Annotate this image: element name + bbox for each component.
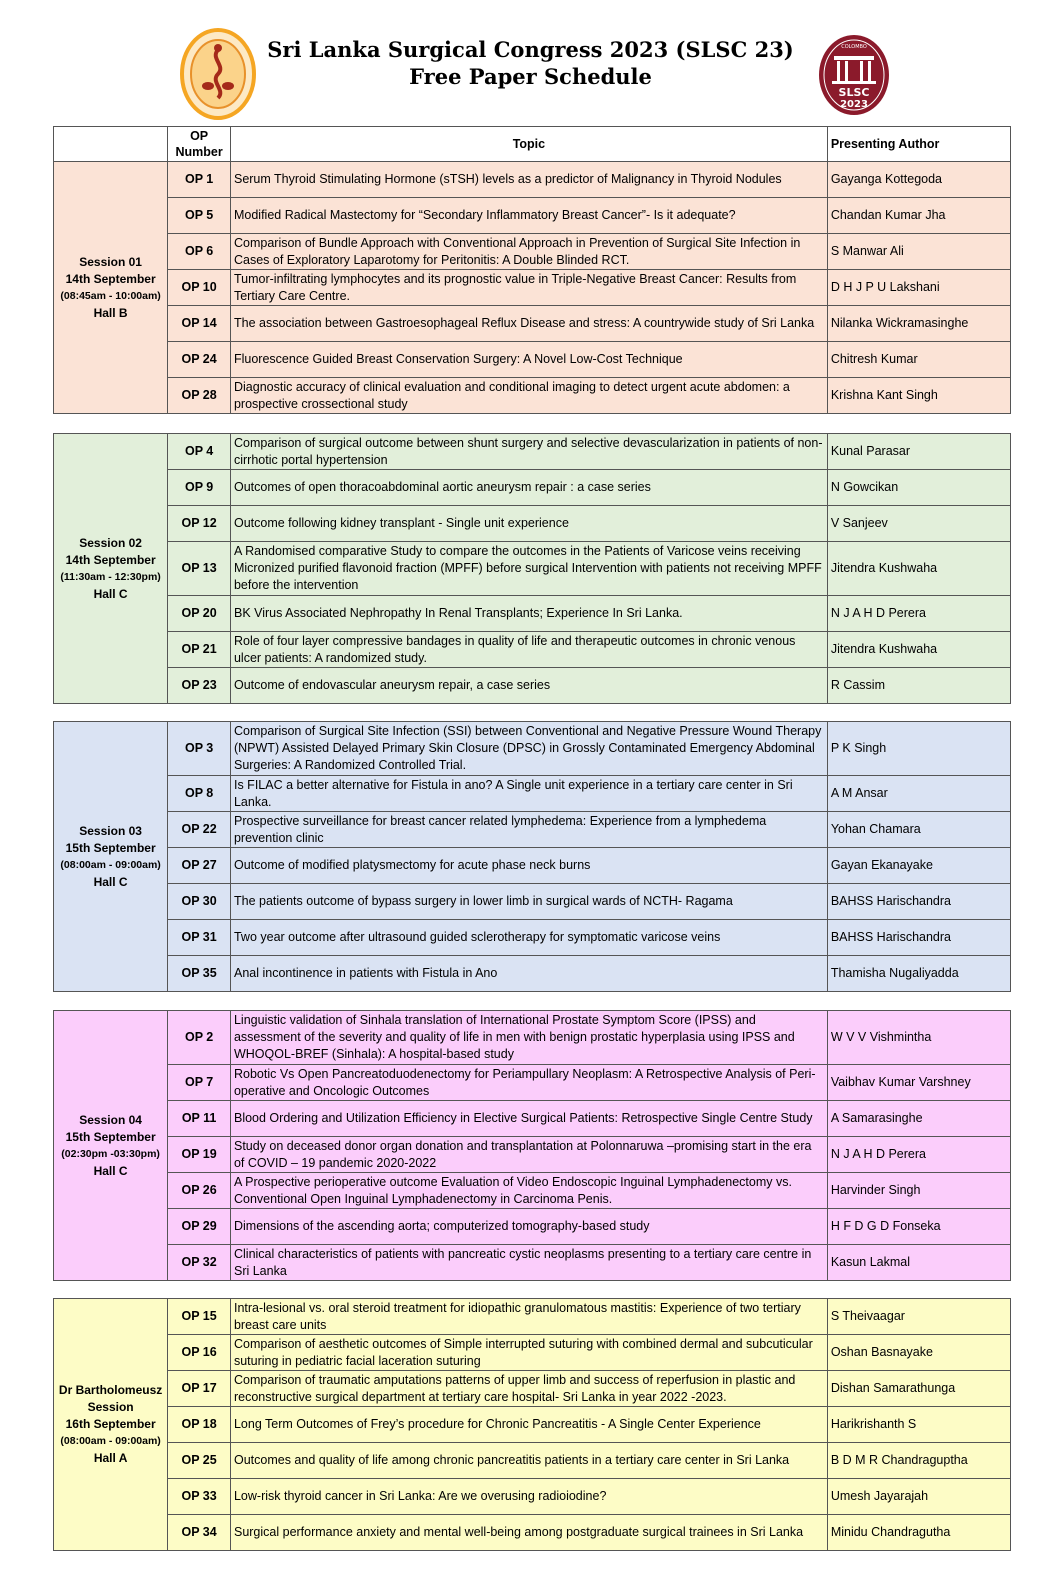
schedule-row	[54, 812, 1011, 848]
topic-cell: Outcomes and quality of life among chronic pancreatitis patients in a tertiary care center in Sri Lanka	[230, 1443, 827, 1479]
session-hall: Hall C	[93, 874, 128, 889]
op-number-cell: OP 19	[168, 1137, 231, 1173]
schedule-row	[54, 668, 1011, 704]
author-cell: Nilanka Wickramasinghe	[827, 306, 1010, 342]
topic-cell: Prospective surveillance for breast cancer related lymphedema: Experience from a lymphedema prevention clinic	[230, 812, 827, 848]
schedule-row	[54, 722, 1011, 776]
op-number-cell: OP 12	[168, 506, 231, 542]
topic-cell: Comparison of aesthetic outcomes of Simple interrupted suturing with combined dermal and subcuticular suturing in pediatric facial laceration suturing	[230, 1335, 827, 1371]
author-cell: Krishna Kant Singh	[827, 378, 1010, 414]
schedule-row	[54, 1101, 1011, 1137]
schedule-row	[54, 1209, 1011, 1245]
author-cell: D H J P U Lakshani	[827, 270, 1010, 306]
author-cell: Oshan Basnayake	[827, 1335, 1010, 1371]
author-cell: W V V Vishmintha	[827, 1011, 1010, 1065]
author-cell: Thamisha Nugaliyadda	[827, 956, 1010, 992]
topic-cell: Outcome of modified platysmectomy for acute phase neck burns	[230, 848, 827, 884]
op-number-cell: OP 32	[168, 1245, 231, 1281]
op-number-cell: OP 16	[168, 1335, 231, 1371]
topic-cell: Comparison of surgical outcome between shunt surgery and selective devascularization in patients of non-cirrhotic portal hypertension	[230, 434, 827, 470]
schedule-row	[54, 1479, 1011, 1515]
topic-cell: Two year outcome after ultrasound guided sclerotherapy for symptomatic varicose veins	[230, 920, 827, 956]
op-number-cell: OP 35	[168, 956, 231, 992]
op-number-cell: OP 1	[168, 162, 231, 198]
schedule-row	[54, 542, 1011, 596]
schedule-row	[54, 1335, 1011, 1371]
session-info-cell	[54, 722, 168, 992]
op-number-cell: OP 18	[168, 1407, 231, 1443]
author-cell: BAHSS Harischandra	[827, 920, 1010, 956]
op-number-cell: OP 8	[168, 776, 231, 812]
session-info-cell	[54, 1011, 168, 1281]
author-cell: Kasun Lakmal	[827, 1245, 1010, 1281]
op-number-cell: OP 15	[168, 1299, 231, 1335]
op-number-cell: OP 22	[168, 812, 231, 848]
session-date: 15th September	[65, 840, 156, 855]
schedule-row	[54, 884, 1011, 920]
op-number-cell: OP 6	[168, 234, 231, 270]
op-number-cell: OP 24	[168, 342, 231, 378]
page-title: Sri Lanka Surgical Congress 2023 (SLSC 23)	[267, 37, 794, 62]
author-cell: P K Singh	[827, 722, 1010, 776]
author-cell: A Samarasinghe	[827, 1101, 1010, 1137]
session-name: Session 03	[79, 823, 142, 838]
topic-cell: Outcome of endovascular aneurysm repair, a case series	[230, 668, 827, 704]
op-number-cell: OP 30	[168, 884, 231, 920]
table-header-row	[54, 127, 1011, 162]
op-number-cell: OP 4	[168, 434, 231, 470]
schedule-row	[54, 270, 1011, 306]
author-cell: S Theivaagar	[827, 1299, 1010, 1335]
session-table-2	[53, 433, 1011, 704]
topic-cell: Robotic Vs Open Pancreatoduodenectomy for Periampullary Neoplasm: A Retrospective Analysis of Peri-operative and Oncologic Outcomes	[230, 1065, 827, 1101]
session-hall: Hall A	[93, 1451, 128, 1465]
topic-cell: Role of four layer compressive bandages in quality of life and therapeutic outcomes in chronic venous ulcer patients: A randomized study.	[230, 632, 827, 668]
session-name-line1: Dr Bartholomeusz	[58, 1383, 163, 1397]
author-cell: V Sanjeev	[827, 506, 1010, 542]
topic-cell: Comparison of traumatic amputations patterns of upper limb and success of reperfusion in plastic and reconstructive surgical department at tertiary care hospital- Sri Lanka in year 2022 -2023.	[230, 1371, 827, 1407]
page-subtitle: Free Paper Schedule	[409, 64, 652, 89]
schedule-row	[54, 162, 1011, 198]
header-blank-cell	[54, 127, 168, 162]
op-number-cell: OP 28	[168, 378, 231, 414]
op-number-cell: OP 13	[168, 542, 231, 596]
session-table-3	[53, 721, 1011, 992]
op-number-cell: OP 9	[168, 470, 231, 506]
topic-cell: Comparison of Bundle Approach with Conventional Approach in Prevention of Surgical Site Infection in Cases of Exploratory Laparotomy for Peritonitis: A Double Blinded RCT.	[230, 234, 827, 270]
schedule-row	[54, 1407, 1011, 1443]
topic-cell: Modified Radical Mastectomy for “Secondary Inflammatory Breast Cancer”- Is it adequate?	[230, 198, 827, 234]
schedule-row	[54, 342, 1011, 378]
session-table-1	[53, 126, 1011, 414]
author-cell: B D M R Chandraguptha	[827, 1443, 1010, 1479]
op-number-cell: OP 27	[168, 848, 231, 884]
session-date: 14th September	[65, 271, 156, 286]
schedule-row	[54, 198, 1011, 234]
slsc-2023-logo	[818, 34, 890, 116]
author-cell: Harvinder Singh	[827, 1173, 1010, 1209]
author-cell: Jitendra Kushwaha	[827, 632, 1010, 668]
session-info-cell	[54, 434, 168, 704]
header-author: Presenting Author	[827, 127, 1010, 162]
schedule-row	[54, 1065, 1011, 1101]
op-number-cell: OP 17	[168, 1371, 231, 1407]
topic-cell: BK Virus Associated Nephropathy In Renal Transplants; Experience In Sri Lanka.	[230, 596, 827, 632]
topic-cell: Diagnostic accuracy of clinical evaluation and conditional imaging to detect urgent acute abdomen: a prospective crossectional study	[230, 378, 827, 414]
author-cell: R Cassim	[827, 668, 1010, 704]
op-number-cell: OP 34	[168, 1515, 231, 1551]
author-cell: S Manwar Ali	[827, 234, 1010, 270]
schedule-row	[54, 506, 1011, 542]
schedule-row	[54, 632, 1011, 668]
op-number-cell: OP 3	[168, 722, 231, 776]
schedule-row	[54, 1173, 1011, 1209]
topic-cell: Comparison of Surgical Site Infection (SSI) between Conventional and Negative Pressure Wound Therapy (NPWT) Assisted Delayed Primary Skin Closure (DPSC) in Grossly Contaminated Emergency Abdominal Surgeries: A Randomized Controlled Trial.	[230, 722, 827, 776]
session-name: Session 04	[79, 1112, 142, 1127]
schedule-row	[54, 848, 1011, 884]
author-cell: Gayan Ekanayake	[827, 848, 1010, 884]
topic-cell: Low-risk thyroid cancer in Sri Lanka: Are we overusing radioiodine?	[230, 1479, 827, 1515]
author-cell: Kunal Parasar	[827, 434, 1010, 470]
schedule-row	[54, 1299, 1011, 1335]
schedule-row	[54, 1371, 1011, 1407]
session-name: Session 02	[79, 535, 142, 550]
header-topic: Topic	[230, 127, 827, 162]
session-time: (08:00am - 09:00am)	[60, 1435, 161, 1447]
topic-cell: Fluorescence Guided Breast Conservation Surgery: A Novel Low-Cost Technique	[230, 342, 827, 378]
session-hall: Hall C	[93, 1163, 128, 1178]
author-cell: BAHSS Harischandra	[827, 884, 1010, 920]
author-cell: Dishan Samarathunga	[827, 1371, 1010, 1407]
session-table-5	[53, 1298, 1011, 1551]
author-cell: A M Ansar	[827, 776, 1010, 812]
op-number-cell: OP 25	[168, 1443, 231, 1479]
logo-city-text: COLOMBO	[841, 44, 867, 50]
schedule-row	[54, 1137, 1011, 1173]
schedule-row	[54, 234, 1011, 270]
session-hall: Hall B	[93, 305, 128, 320]
op-number-cell: OP 21	[168, 632, 231, 668]
schedule-row	[54, 596, 1011, 632]
topic-cell: Intra-lesional vs. oral steroid treatment for idiopathic granulomatous mastitis: Experience of two tertiary breast care units	[230, 1299, 827, 1335]
session-info-cell	[54, 1299, 168, 1551]
op-number-cell: OP 10	[168, 270, 231, 306]
author-cell: H F D G D Fonseka	[827, 1209, 1010, 1245]
author-cell: Minidu Chandragutha	[827, 1515, 1010, 1551]
topic-cell: Outcome following kidney transplant - Single unit experience	[230, 506, 827, 542]
topic-cell: Tumor-infiltrating lymphocytes and its prognostic value in Triple-Negative Breast Cancer: Results from Tertiary Care Centre.	[230, 270, 827, 306]
author-cell: Chitresh Kumar	[827, 342, 1010, 378]
topic-cell: Clinical characteristics of patients with pancreatic cystic neoplasms presenting to a tertiary care centre in Sri Lanka	[230, 1245, 827, 1281]
session-name: Session	[87, 1400, 134, 1414]
schedule-row	[54, 1515, 1011, 1551]
schedule-row	[54, 434, 1011, 470]
author-cell: N J A H D Perera	[827, 596, 1010, 632]
page-header	[0, 0, 1061, 125]
topic-cell: Is FILAC a better alternative for Fistula in ano? A Single unit experience in a tertiary care center in Sri Lanka.	[230, 776, 827, 812]
schedule-row	[54, 1011, 1011, 1065]
author-cell: Chandan Kumar Jha	[827, 198, 1010, 234]
session-time: (02:30pm -03:30pm)	[61, 1147, 160, 1160]
topic-cell: Serum Thyroid Stimulating Hormone (sTSH) levels as a predictor of Malignancy in Thyroid Nodules	[230, 162, 827, 198]
op-number-cell: OP 26	[168, 1173, 231, 1209]
session-date: 15th September	[65, 1129, 156, 1144]
session-time: (08:00am - 09:00am)	[60, 858, 161, 871]
topic-cell: Blood Ordering and Utilization Efficiency in Elective Surgical Patients: Retrospective Single Centre Study	[230, 1101, 827, 1137]
schedule-row	[54, 920, 1011, 956]
schedule-row	[54, 378, 1011, 414]
op-number-cell: OP 23	[168, 668, 231, 704]
schedule-row	[54, 956, 1011, 992]
author-cell: N J A H D Perera	[827, 1137, 1010, 1173]
author-cell: Harikrishanth S	[827, 1407, 1010, 1443]
author-cell: Gayanga Kottegoda	[827, 162, 1010, 198]
session-name: Session 01	[79, 254, 142, 269]
op-number-cell: OP 20	[168, 596, 231, 632]
topic-cell: Outcomes of open thoracoabdominal aortic aneurysm repair : a case series	[230, 470, 827, 506]
op-number-cell: OP 7	[168, 1065, 231, 1101]
op-number-cell: OP 2	[168, 1011, 231, 1065]
session-info-cell	[54, 162, 168, 414]
op-number-cell: OP 29	[168, 1209, 231, 1245]
topic-cell: Long Term Outcomes of Frey’s procedure for Chronic Pancreatitis - A Single Center Experience	[230, 1407, 827, 1443]
op-number-cell: OP 11	[168, 1101, 231, 1137]
author-cell: Vaibhav Kumar Varshney	[827, 1065, 1010, 1101]
op-number-cell: OP 14	[168, 306, 231, 342]
author-cell: Jitendra Kushwaha	[827, 542, 1010, 596]
session-table-4	[53, 1010, 1011, 1281]
logo-text: SLSC	[838, 86, 870, 99]
schedule-row	[54, 306, 1011, 342]
schedule-row	[54, 776, 1011, 812]
topic-cell: A Prospective perioperative outcome Evaluation of Video Endoscopic Inguinal Lymphadenectomy vs. Conventional Open Inguinal Lymphadenectomy in Carcinoma Penis.	[230, 1173, 827, 1209]
author-cell: N Gowcikan	[827, 470, 1010, 506]
topic-cell: Study on deceased donor organ donation and transplantation at Polonnaruwa –promising start in the era of COVID – 19 pandemic 2020-2022	[230, 1137, 827, 1173]
logo-year: 2023	[840, 99, 868, 110]
topic-cell: The patients outcome of bypass surgery in lower limb in surgical wards of NCTH- Ragama	[230, 884, 827, 920]
topic-cell: Dimensions of the ascending aorta; computerized tomography-based study	[230, 1209, 827, 1245]
session-date: 16th September	[65, 1417, 156, 1431]
topic-cell: Linguistic validation of Sinhala translation of International Prostate Symptom Score (IPSS) and assessment of the severity and quality of life in men with benign prostatic hyperplasia using IPSS and WHOQOL-BREF (Sinhala): A hospital-based study	[230, 1011, 827, 1065]
schedule-row	[54, 1245, 1011, 1281]
session-date: 14th September	[65, 552, 156, 567]
op-number-cell: OP 31	[168, 920, 231, 956]
topic-cell: A Randomised comparative Study to compare the outcomes in the Patients of Varicose veins receiving Micronized purified flavonoid fraction (MPFF) before surgical Intervention with patients not receiving MPFF before the intervention	[230, 542, 827, 596]
schedule-row	[54, 470, 1011, 506]
topic-cell: Surgical performance anxiety and mental well-being among postgraduate surgical trainees in Sri Lanka	[230, 1515, 827, 1551]
author-cell: Umesh Jayarajah	[827, 1479, 1010, 1515]
author-cell: Yohan Chamara	[827, 812, 1010, 848]
topic-cell: The association between Gastroesophageal Reflux Disease and stress: A countrywide study of Sri Lanka	[230, 306, 827, 342]
op-number-cell: OP 5	[168, 198, 231, 234]
op-number-cell: OP 33	[168, 1479, 231, 1515]
schedule-row	[54, 1443, 1011, 1479]
session-time: (11:30am - 12:30pm)	[60, 570, 161, 583]
session-hall: Hall C	[93, 586, 128, 601]
header-op-number: OP Number	[168, 127, 231, 162]
topic-cell: Anal incontinence in patients with Fistula in Ano	[230, 956, 827, 992]
session-time: (08:45am - 10:00am)	[60, 289, 161, 302]
